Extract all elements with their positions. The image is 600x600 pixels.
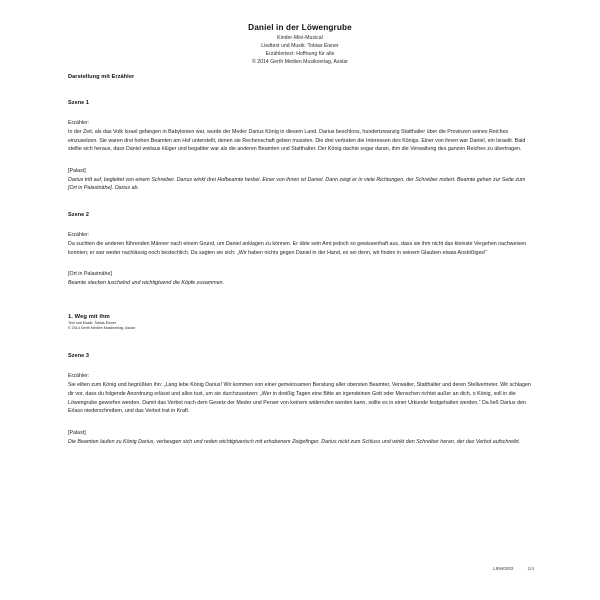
body-column xyxy=(68,74,534,446)
page-number: 1/4 xyxy=(527,566,534,571)
footer-inner xyxy=(493,566,534,571)
subtitle-music-credit: Liedtext und Musik: Tobias Eisner xyxy=(261,42,339,49)
scene-heading-1: Szene 1 xyxy=(68,100,90,106)
stage-direction-2: Beamte stecken tuschelnd und wichtigtuend die Köpfe zusammen. xyxy=(68,280,225,287)
page-footer xyxy=(0,566,600,578)
narration-text-2: Da suchten die anderen führenden Männer nach einem Grund, um Daniel anklagen zu können. Er übte sein Amt jedoch so gewissenhaft aus, dass sie ihm nicht das kleinste Vergehen nachweisen konnten; er war weder nachlässig noch bestechlich. Da sagten sie sich: „Wir haben nichts gegen Daniel in der Hand, es sei denn, wir finden in seinem Glauben etwas Anstößiges!“ xyxy=(68,241,527,256)
song-credit-author: Text und Musik: Tobias Eisner xyxy=(68,320,117,325)
document-id: L9940002 xyxy=(493,566,514,571)
stage-label-2: [Ort in Palastnähe] xyxy=(68,271,112,278)
narration-text-1: In der Zeit, als das Volk Israel gefangen in Babylonien war, wurde der Meder Darius König in diesem Land. Darius beschloss, hundertzwanzig Statthalter über die Provinzen seines Reiches einzusetzen. Sie waren drei hohen Beamten am Hof unterstellt, denen sie Rechenschaft geben mussten. Die drei vertraten die Interessen des Königs. Einer von ihnen war Daniel, ein Israelit. Bald stellte sich heraus, dass Daniel weitaus klüger und begabter war als die anderen Beamten und Statthalter. Der König dachte sogar daran, ihm die Verwaltung des ganzen Reiches zu übertragen. xyxy=(68,129,526,153)
scene-heading-2: Szene 2 xyxy=(68,211,90,218)
title-block xyxy=(0,0,600,67)
stage-direction-1: Darius tritt auf, begleitet von einem Schreiber. Darius winkt drei Hofbeamte herbei. Einer von ihnen ist Daniel. Dann zeigt er in viele Richtungen, der Schreiber notiert. Beamte gehen zur Seite zum [Ort in Palastnähe]. Darius ab. xyxy=(68,176,526,192)
song-credit-copyright: © 2014 Gerth Medien Musikverlag, Asslar xyxy=(68,326,136,331)
narration-text-3: Sie eilten zum König und begrüßten ihn: „Lang lebe König Darius! Wir kommen von einer gemeinsamen Beratung aller obersten Beamter, Verwalter, Statthalter und deren Stellvertreter. Wir schlagen dir vor, dass du folgende Anordnung erlässt und alles tust, um sie durchzusetzen: „Wer in dreißig Tagen eine Bitte an irgendeinen Gott oder Menschen richtet außer an dich, o König, soll in die Löwengrube geworfen werden. Damit das Verbot nach dem Gesetz der Meder und Perser von keinem widerrufen werden kann, sollte es in einer Urkunde festgehalten werden.“ Da ließ Darius den Erlass niederschreiben, und das Verbot trat in Kraft. xyxy=(68,382,531,415)
song-title: 1. Weg mit ihm xyxy=(68,313,110,320)
subtitle-copyright: © 2014 Gerth Medien Musikverlag, Asslar xyxy=(251,58,349,65)
stage-label-3: [Palast] xyxy=(68,429,86,436)
speaker-label-3: Erzähler: xyxy=(68,373,90,380)
speaker-label-1: Erzähler: xyxy=(68,120,90,126)
section-title: Darstellung mit Erzähler xyxy=(68,74,135,80)
document-title: Daniel in der Löwengrube xyxy=(248,23,352,32)
subtitle-narration-credit: Erzählertext: Hoffnung für alle xyxy=(265,50,335,57)
speaker-label-2: Erzähler: xyxy=(68,231,90,238)
scene-heading-3: Szene 3 xyxy=(68,353,90,360)
stage-direction-3: Die Beamten laufen zu König Darius, verbeugen sich und reden wichtigtuerisch mit erhobenem Zeigefinger. Darius nickt zum Schluss und winkt den Schreiber heran, der das Verbot aufschreibt. xyxy=(68,438,521,445)
subtitle-genre: Kinder-Mini-Musical xyxy=(277,35,323,42)
stage-label-1: [Palast] xyxy=(68,167,86,174)
